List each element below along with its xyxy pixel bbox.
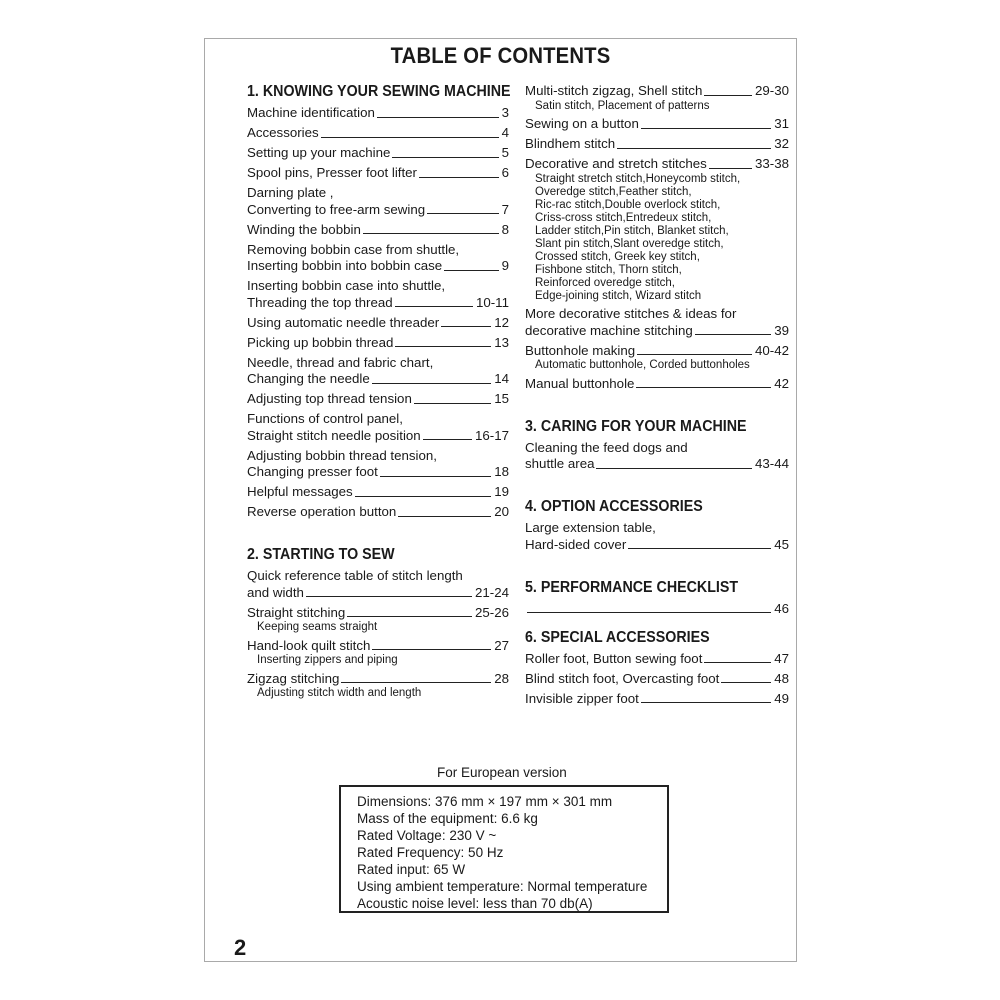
leader-line — [372, 383, 491, 384]
section-list — [525, 83, 789, 392]
toc-entry — [247, 568, 509, 601]
entry-line — [247, 315, 509, 332]
section-list — [525, 651, 789, 708]
leader-line — [637, 354, 752, 355]
leader-line — [341, 682, 491, 683]
entry-page: 33-38 — [754, 156, 789, 171]
entry-subtopic: Reinforced overedge stitch, — [535, 276, 675, 289]
leader-line — [395, 306, 473, 307]
leader-line — [398, 516, 491, 517]
entry-line — [247, 371, 509, 388]
spec-line: Rated input: 65 W — [357, 862, 466, 877]
leader-line — [380, 476, 491, 477]
toc-entry — [247, 391, 509, 408]
toc-entry — [525, 136, 789, 153]
entry-first-line: Removing bobbin case from shuttle, — [247, 241, 460, 257]
entry-subtopics — [535, 173, 789, 303]
toc-entry — [247, 242, 509, 275]
entry-line — [247, 258, 509, 275]
entry-page: 32 — [774, 136, 789, 151]
toc-entry — [247, 605, 509, 635]
entry-title: Changing presser foot — [247, 464, 378, 479]
entry-title: Hard-sided cover — [525, 536, 627, 552]
toc-entry — [247, 315, 509, 332]
entry-page: 4 — [501, 125, 509, 140]
entry-title: Threading the top thread — [247, 294, 393, 310]
entry-page: 25-26 — [474, 604, 509, 620]
spec-line: Rated Frequency: 50 Hz — [357, 845, 504, 860]
toc-entry — [247, 484, 509, 501]
entry-first-line: Darning plate , — [247, 185, 334, 200]
spec-line: Acoustic noise level: less than 70 db(A) — [357, 896, 593, 911]
section-heading-starting: 2. STARTING TO SEW — [247, 546, 395, 563]
european-caption: For European version — [437, 765, 567, 780]
page-number: 2 — [234, 935, 247, 960]
entry-line — [525, 691, 789, 708]
entry-subtopic: Satin stitch, Placement of patterns — [535, 99, 710, 112]
entry-page: 12 — [494, 314, 509, 330]
toc-entry — [247, 411, 509, 444]
leader-line — [395, 346, 491, 347]
section-heading-knowing: 1. KNOWING YOUR SEWING MACHINE — [247, 83, 511, 100]
leader-line — [355, 496, 492, 497]
entry-page: 15 — [494, 391, 509, 406]
leader-line — [423, 439, 472, 440]
leader-line — [721, 682, 771, 683]
entry-page: 47 — [774, 650, 789, 666]
section-heading-performance: 5. PERFORMANCE CHECKLIST — [525, 578, 739, 596]
entry-title: Manual buttonhole — [525, 375, 635, 391]
entry-title: Reverse operation button — [247, 504, 397, 519]
toc-entry — [525, 440, 789, 473]
entry-first-line: Cleaning the feed dogs and — [525, 439, 688, 455]
leader-line — [695, 334, 771, 335]
leader-line — [641, 128, 771, 129]
leader-line — [441, 326, 491, 327]
leader-line — [704, 662, 771, 663]
entry-title: Buttonhole making — [525, 342, 636, 358]
toc-entry — [247, 671, 509, 701]
entry-title: Multi-stitch zigzag, Shell stitch — [525, 83, 703, 98]
entry-line — [525, 651, 789, 668]
entry-line — [525, 136, 789, 153]
entry-page: 31 — [774, 116, 789, 131]
entry-line — [247, 145, 509, 162]
spec-line: Rated Voltage: 230 V ~ — [357, 828, 497, 843]
toc-entry — [525, 601, 789, 618]
entry-title: Machine identification — [247, 105, 375, 120]
entry-page: 3 — [501, 105, 509, 120]
entry-page: 43-44 — [754, 456, 789, 471]
toc-entry — [247, 504, 509, 521]
entry-first-line: Adjusting bobbin thread tension, — [247, 447, 437, 463]
toc-entry — [525, 343, 789, 373]
entry-line — [525, 343, 789, 360]
toc-entry — [525, 520, 789, 553]
entry-line — [525, 456, 789, 473]
leader-line — [617, 148, 771, 149]
spec-line: Using ambient temperature: Normal temperature — [357, 879, 648, 894]
section-list — [525, 520, 789, 553]
toc-entry — [247, 355, 509, 388]
entry-line — [247, 504, 509, 521]
entry-line — [525, 671, 789, 688]
entry-line — [247, 484, 509, 501]
leader-line — [444, 270, 498, 271]
entry-title: and width — [247, 584, 304, 600]
entry-subtopic: Overedge stitch,Feather stitch, — [535, 185, 692, 198]
leader-line — [427, 213, 498, 214]
entry-line — [247, 165, 509, 182]
entry-page: 49 — [774, 690, 789, 706]
entry-line — [525, 376, 789, 393]
entry-title: Inserting bobbin into bobbin case — [247, 258, 443, 273]
entry-line — [247, 391, 509, 408]
entry-page: 19 — [494, 484, 509, 499]
entry-page: 27 — [494, 637, 509, 653]
entry-first-line: Needle, thread and fabric chart, — [247, 354, 434, 370]
entry-line — [247, 222, 509, 239]
toc-entry — [247, 448, 509, 481]
entry-title: Helpful messages — [247, 484, 353, 499]
entry-first-line: Inserting bobbin case into shuttle, — [247, 278, 446, 293]
section-heading-special: 6. SPECIAL ACCESSORIES — [525, 628, 710, 646]
entry-line — [247, 585, 509, 602]
entry-subtopic: Straight stretch stitch,Honeycomb stitch, — [535, 172, 741, 185]
entry-line — [247, 125, 509, 142]
section-list — [247, 568, 509, 700]
leader-line — [641, 702, 771, 703]
toc-entry — [247, 278, 509, 311]
toc-entry — [247, 638, 509, 668]
entry-line — [525, 537, 789, 554]
entry-title: Blind stitch foot, Overcasting foot — [525, 670, 720, 686]
leader-line — [321, 137, 499, 138]
toc-entry — [247, 145, 509, 162]
section-list — [525, 440, 789, 473]
toc-entry — [525, 116, 789, 133]
entry-subtopic: Edge-joining stitch, Wizard stitch — [535, 289, 702, 302]
toc-entry — [525, 156, 789, 303]
entry-subtopic: Inserting zippers and piping — [257, 654, 398, 666]
entry-subtopic: Ladder stitch,Pin stitch, Blanket stitch, — [535, 224, 729, 237]
entry-first-line: Quick reference table of stitch length — [247, 568, 463, 583]
entry-page: 21-24 — [474, 584, 509, 600]
leader-line — [419, 177, 499, 178]
entry-subtopic: Ric-rac stitch,Double overlock stitch, — [535, 198, 721, 211]
page-title: TABLE OF CONTENTS — [390, 43, 611, 68]
entry-title: Spool pins, Presser foot lifter — [247, 165, 417, 180]
entry-line — [247, 335, 509, 352]
section-heading-option: 4. OPTION ACCESSORIES — [525, 498, 703, 515]
entry-title: Setting up your machine — [247, 145, 391, 160]
entry-page: 42 — [774, 375, 789, 391]
leader-line — [596, 468, 752, 469]
entry-page: 29-30 — [754, 83, 789, 98]
entry-subtopic: Adjusting stitch width and length — [257, 687, 422, 699]
entry-subtopic: Automatic buttonhole, Corded buttonholes — [535, 359, 750, 371]
toc-entry — [247, 335, 509, 352]
leader-line — [414, 403, 491, 404]
entry-line — [247, 638, 509, 655]
entry-title: Hand-look quilt stitch — [247, 637, 371, 653]
entry-first-line: Large extension table, — [525, 520, 656, 535]
entry-first-line: More decorative stitches & ideas for — [525, 306, 737, 321]
leader-line — [709, 168, 752, 169]
entry-title: Blindhem stitch — [525, 136, 616, 151]
entry-title: Invisible zipper foot — [525, 690, 639, 706]
entry-page: 28 — [494, 670, 509, 686]
entry-page: 9 — [501, 258, 509, 273]
section-list — [247, 105, 509, 521]
leader-line — [377, 117, 499, 118]
entry-title: Zigzag stitching — [247, 670, 340, 686]
entry-page: 8 — [501, 221, 509, 237]
entry-line — [525, 116, 789, 133]
entry-title: shuttle area — [525, 456, 595, 471]
entry-line — [247, 671, 509, 688]
entry-line — [247, 295, 509, 312]
entry-page: 46 — [774, 600, 789, 616]
entry-page: 6 — [501, 165, 509, 180]
entry-title: Straight stitching — [247, 604, 346, 620]
leader-line — [363, 233, 499, 234]
entry-title: Converting to free-arm sewing — [247, 201, 426, 217]
entry-subtopic: Fishbone stitch, Thorn stitch, — [535, 263, 682, 276]
entry-page: 39 — [774, 322, 789, 338]
toc-entry — [525, 671, 789, 688]
entry-title: Decorative and stretch stitches — [525, 156, 707, 171]
spec-line: Mass of the equipment: 6.6 kg — [357, 811, 538, 826]
entry-title: Accessories — [247, 125, 319, 140]
entry-line — [525, 323, 789, 340]
entry-page: 7 — [501, 201, 509, 217]
right-column — [525, 83, 789, 711]
toc-entry — [525, 651, 789, 668]
entry-page: 10-11 — [475, 294, 509, 310]
entry-subtopic: Criss-cross stitch,Entredeux stitch, — [535, 211, 712, 224]
entry-title: Picking up bobbin thread — [247, 334, 394, 350]
toc-entry — [525, 691, 789, 708]
toc-entry — [525, 83, 789, 113]
spec-line: Dimensions: 376 mm × 197 mm × 301 mm — [357, 794, 613, 809]
entry-title: Roller foot, Button sewing foot — [525, 650, 703, 666]
spec-box — [339, 785, 669, 913]
leader-line — [306, 596, 472, 597]
leader-line — [372, 649, 491, 650]
entry-subtopic: Keeping seams straight — [257, 621, 378, 633]
entry-line — [247, 202, 509, 219]
entry-title: decorative machine stitching — [525, 322, 693, 338]
leader-line — [636, 387, 771, 388]
entry-page: 45 — [774, 536, 789, 552]
toc-entry — [247, 185, 509, 218]
entry-page: 16-17 — [474, 427, 509, 443]
leader-line — [628, 548, 771, 549]
entry-line — [525, 156, 789, 173]
entry-line — [525, 83, 789, 100]
entry-line — [247, 105, 509, 122]
toc-entry — [247, 165, 509, 182]
entry-title: Winding the bobbin — [247, 221, 361, 237]
entry-page: 40-42 — [754, 342, 789, 358]
entry-subtopic: Crossed stitch, Greek key stitch, — [535, 250, 700, 263]
entry-title: Straight stitch needle position — [247, 427, 421, 443]
entry-page: 18 — [494, 464, 509, 479]
entry-title: Using automatic needle threader — [247, 314, 440, 330]
toc-entry — [525, 306, 789, 339]
leader-line — [347, 616, 472, 617]
entry-title: Adjusting top thread tension — [247, 391, 412, 406]
toc-entry — [525, 376, 789, 393]
entry-first-line: Functions of control panel, — [247, 411, 403, 426]
left-column — [247, 83, 509, 704]
leader-line — [392, 157, 498, 158]
entry-line — [247, 605, 509, 622]
document-page — [204, 38, 797, 962]
entry-page: 20 — [494, 504, 509, 519]
entry-page: 14 — [494, 371, 509, 386]
section-heading-caring: 3. CARING FOR YOUR MACHINE — [525, 417, 747, 435]
entry-page: 48 — [774, 670, 789, 686]
entry-page: 5 — [501, 145, 509, 160]
entry-line — [247, 428, 509, 445]
entry-title: Changing the needle — [247, 371, 370, 386]
toc-entry — [247, 222, 509, 239]
toc-entry — [247, 125, 509, 142]
entry-page: 13 — [494, 334, 509, 350]
entry-line — [247, 464, 509, 481]
leader-line — [704, 95, 752, 96]
entry-subtopic: Slant pin stitch,Slant overedge stitch, — [535, 237, 724, 250]
entry-title: Sewing on a button — [525, 116, 639, 131]
toc-entry — [247, 105, 509, 122]
